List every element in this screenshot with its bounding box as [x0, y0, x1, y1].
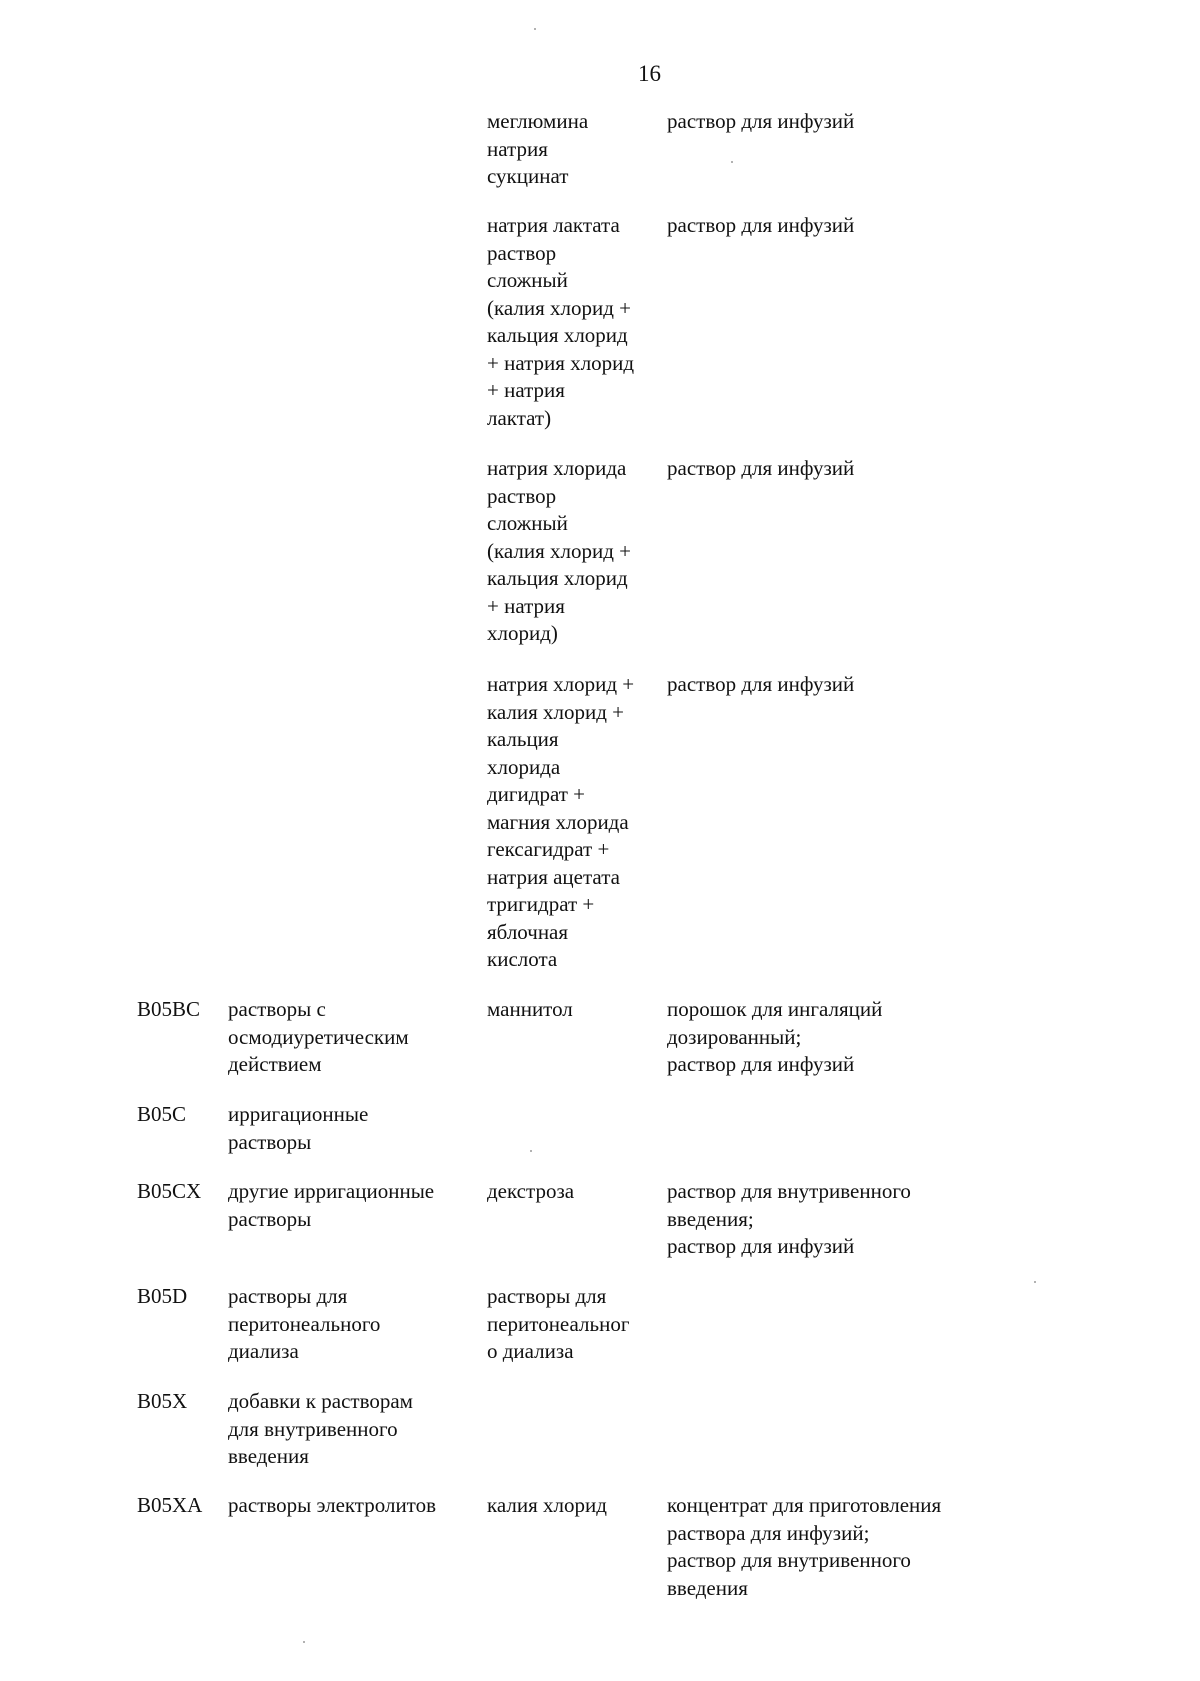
scan-speck: [534, 28, 536, 30]
drug-name: натрия лактата раствор сложный (калия хлорид + кальция хлорид + натрия хлорид + натрия лактат): [487, 213, 635, 430]
group-name: ирригационные растворы: [228, 1102, 369, 1154]
scan-speck: [530, 1150, 532, 1152]
group-name: растворы с осмодиуретическим действием: [228, 997, 409, 1076]
atc-code: B05C: [137, 1102, 187, 1126]
group-name: растворы для перитонеального диализа: [228, 1284, 381, 1363]
atc-code: B05D: [137, 1284, 188, 1308]
atc-code: B05CX: [137, 1179, 202, 1203]
dosage-form: раствор для внутривенного введения; раствор для инфузий: [667, 1179, 911, 1258]
drug-name: растворы для перитонеальног о диализа: [487, 1284, 630, 1363]
dosage-form: раствор для инфузий: [667, 672, 855, 696]
drug-name: калия хлорид: [487, 1493, 607, 1517]
dosage-form: порошок для ингаляций дозированный; раствор для инфузий: [667, 997, 883, 1076]
atc-code: B05X: [137, 1389, 188, 1413]
dosage-form: раствор для инфузий: [667, 213, 855, 237]
page-number: 16: [638, 61, 661, 86]
drug-name: меглюмина натрия сукцинат: [487, 109, 589, 188]
scan-speck: [303, 1641, 305, 1643]
dosage-form: раствор для инфузий: [667, 109, 855, 133]
scan-speck: [1034, 1281, 1036, 1283]
drug-name: маннитол: [487, 997, 573, 1021]
dosage-form: концентрат для приготовления раствора для инфузий; раствор для внутривенного введения: [667, 1493, 942, 1600]
drug-name: натрия хлорида раствор сложный (калия хлорид + кальция хлорид + натрия хлорид): [487, 456, 632, 645]
dosage-form: раствор для инфузий: [667, 456, 855, 480]
group-name: растворы электролитов: [228, 1493, 437, 1517]
group-name: другие ирригационные растворы: [228, 1179, 435, 1231]
group-name: добавки к растворам для внутривенного введения: [228, 1389, 413, 1468]
scan-speck: [731, 161, 733, 163]
drug-name: декстроза: [487, 1179, 575, 1203]
drug-name: натрия хлорид + калия хлорид + кальция хлорида дигидрат + магния хлорида гексагидрат + натрия ацетата тригидрат + яблочная кислота: [487, 672, 635, 971]
atc-code: B05XA: [137, 1493, 203, 1517]
atc-code: B05BC: [137, 997, 201, 1021]
